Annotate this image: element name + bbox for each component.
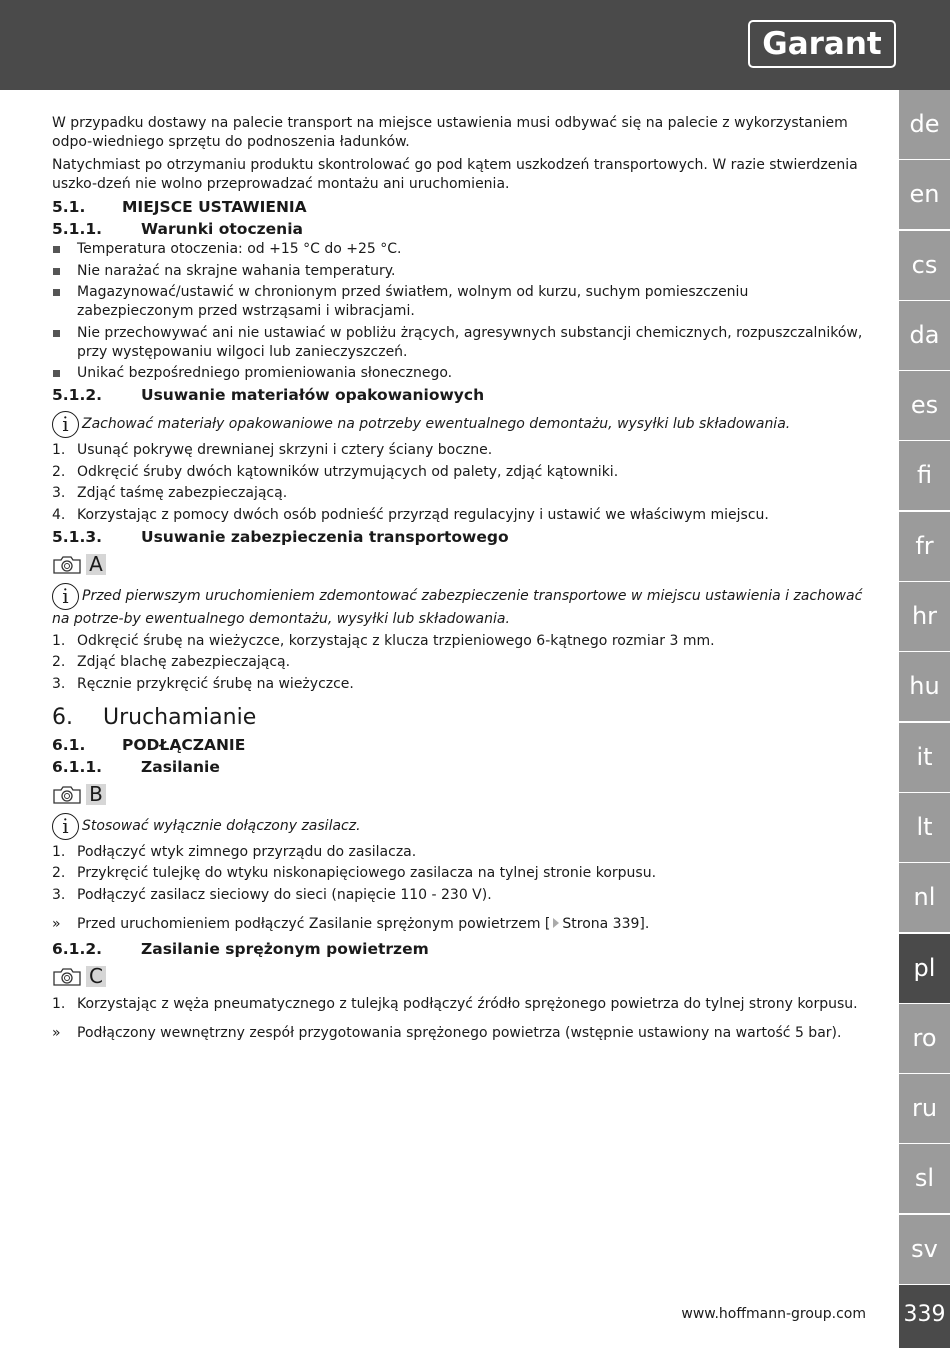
language-tab-nl[interactable]: nl: [899, 863, 950, 932]
info-note: [52, 411, 867, 438]
list-item-text: Odkręcić śruby dwóch kątowników utrzymujących od palety, zdjąć kątowniki.: [77, 463, 619, 480]
page-link[interactable]: Strona 339: [562, 915, 640, 932]
info-icon: i: [52, 583, 79, 610]
list-item: [52, 441, 867, 460]
language-tab-hr[interactable]: hr: [899, 582, 950, 651]
result-marker: »: [52, 1024, 61, 1041]
list-item-text: Podłączyć zasilacz sieciowy do sieci (napięcie 110 - 230 V).: [77, 886, 492, 903]
subsection-title: Warunki otoczenia: [141, 220, 303, 238]
step-number: 2.: [52, 865, 66, 881]
figure-reference: [52, 553, 867, 577]
chapter-heading: [52, 704, 867, 732]
language-tab-pl[interactable]: pl: [899, 934, 950, 1003]
subsection-title: Zasilanie sprężonym powietrzem: [141, 939, 429, 958]
chapter-number: 6.: [52, 704, 73, 730]
list-item-text: Zdjąć blachę zabezpieczającą.: [77, 654, 291, 670]
camera-icon: [52, 555, 82, 575]
numbered-list: [52, 843, 867, 905]
list-item-text: Ręcznie przykręcić śrubę na wieżyczce.: [77, 675, 354, 692]
language-tab-lt[interactable]: lt: [899, 793, 950, 862]
language-sidebar: [899, 90, 950, 1285]
bullet-square-icon: [53, 268, 60, 275]
list-item: [52, 364, 867, 383]
figure-reference: [52, 965, 867, 989]
list-item: [52, 886, 867, 905]
camera-icon: [52, 785, 82, 805]
result-text: [77, 915, 649, 934]
step-number: 1.: [52, 995, 66, 1012]
intro-paragraph: W przypadku dostawy na palecie transport na miejsce ustawienia musi odbywać się na palecie z wykorzystaniem odpo-wiedniego sprzętu do podnoszenia ładunków.: [52, 115, 848, 150]
bullet-square-icon: [53, 370, 60, 377]
subsection-heading: [52, 758, 867, 777]
language-tab-it[interactable]: it: [899, 723, 950, 792]
intro-paragraph: Natychmiast po otrzymaniu produktu skontrolować go pod kątem uszkodzeń transportowych. W razie stwierdzenia uszko-dzeń nie wolno przeprowadzać montażu ani uruchomienia.: [52, 157, 858, 192]
list-item-text: Przykręcić tulejkę do wtyku niskonapięciowego zasilacza na tylnej stronie korpusu.: [77, 865, 657, 881]
list-item: [52, 653, 867, 672]
subsection-heading: [52, 940, 867, 959]
info-note: [52, 583, 867, 629]
subsection-number: 5.1.1.: [52, 220, 103, 238]
language-tab-fr[interactable]: fr: [899, 512, 950, 581]
bullet-square-icon: [53, 246, 60, 253]
footer-url[interactable]: www.hoffmann-group.com: [681, 1306, 866, 1322]
info-note: [52, 813, 867, 840]
list-item: [52, 240, 867, 259]
list-item-text: Korzystając z węża pneumatycznego z tulejką podłączyć źródło sprężonego powietrza do tylnej strony korpusu.: [77, 995, 858, 1012]
result-note: [52, 1024, 867, 1043]
language-tab-de[interactable]: de: [899, 90, 950, 159]
bullet-square-icon: [53, 330, 60, 337]
language-tab-fi[interactable]: fi: [899, 441, 950, 510]
list-item: [52, 864, 867, 883]
page-header: [0, 0, 950, 90]
section-title: MIEJSCE USTAWIENIA: [122, 198, 307, 216]
subsection-number: 6.1.2.: [52, 939, 103, 958]
info-text: Zachować materiały opakowaniowe na potrzeby ewentualnego demontażu, wysyłki lub składowania.: [82, 416, 791, 432]
list-item: [52, 262, 867, 281]
section-number: 6.1.: [52, 735, 86, 754]
bullet-square-icon: [53, 289, 60, 296]
list-item: [52, 843, 867, 862]
list-item: [52, 463, 867, 482]
garant-logo: Garant: [748, 20, 896, 68]
info-icon: i: [52, 411, 79, 438]
step-number: 2.: [52, 463, 66, 480]
result-marker: »: [52, 915, 61, 932]
section-title: PODŁĄCZANIE: [122, 735, 246, 754]
result-text-after: ].: [639, 915, 650, 932]
list-item: [52, 484, 867, 503]
list-item: [52, 506, 867, 525]
list-item: [52, 324, 867, 362]
numbered-list: [52, 441, 867, 525]
list-item-text: Odkręcić śrubę na wieżyczce, korzystając z klucza trzpieniowego 6-kątnego rozmiar 3 mm.: [77, 632, 715, 649]
list-item-text: Magazynować/ustawić w chronionym przed światłem, wolnym od kurzu, suchym pomieszczeniu zabezpieczonym przed wstrząsami i wibracjami.: [77, 284, 749, 319]
language-tab-hu[interactable]: hu: [899, 652, 950, 721]
info-text: Stosować wyłącznie dołączony zasilacz.: [82, 817, 361, 834]
list-item-text: Korzystając z pomocy dwóch osób podnieść przyrząd regulacyjny i ustawić we właściwym miejscu.: [77, 506, 769, 523]
list-item: [52, 632, 867, 651]
subsection-title: Usuwanie zabezpieczenia transportowego: [141, 527, 509, 546]
figure-label[interactable]: B: [86, 784, 106, 805]
language-tab-da[interactable]: da: [899, 301, 950, 370]
language-tab-es[interactable]: es: [899, 371, 950, 440]
step-number: 4.: [52, 506, 66, 523]
language-tab-ru[interactable]: ru: [899, 1074, 950, 1143]
language-tab-ro[interactable]: ro: [899, 1004, 950, 1073]
document-body: [52, 114, 867, 1049]
chapter-title: Uruchamianie: [103, 704, 257, 730]
step-number: 1.: [52, 442, 66, 458]
subsection-heading: [52, 220, 867, 239]
list-item-text: Podłączyć wtyk zimnego przyrządu do zasilacza.: [77, 843, 417, 860]
list-item-text: Nie przechowywać ani nie ustawiać w pobliżu żrących, agresywnych substancji chemicznych, rozpuszczalników, przy występowaniu wilgoci lub zanieczyszczeń.: [77, 324, 863, 360]
list-item-text: Unikać bezpośredniego promieniowania słonecznego.: [77, 365, 453, 381]
result-text-before: Przed uruchomieniem podłączyć Zasilanie sprężonym powietrzem [: [77, 915, 551, 932]
figure-reference: [52, 783, 867, 807]
result-text: Podłączony wewnętrzny zespół przygotowania sprężonego powietrza (wstępnie ustawiony na wartość 5 bar).: [77, 1024, 842, 1041]
list-item-text: Zdjąć taśmę zabezpieczającą.: [77, 485, 288, 501]
step-number: 3.: [52, 675, 66, 692]
list-item-text: Nie narażać na skrajne wahania temperatury.: [77, 262, 396, 279]
subsection-title: Zasilanie: [141, 757, 220, 776]
language-tab-sv[interactable]: sv: [899, 1215, 950, 1284]
subsection-heading: [52, 386, 867, 405]
subsection-heading: [52, 528, 867, 547]
result-note: [52, 915, 867, 934]
camera-icon: [52, 967, 82, 987]
subsection-number: 5.1.3.: [52, 527, 103, 546]
step-number: 3.: [52, 485, 66, 501]
language-tab-sl[interactable]: sl: [899, 1144, 950, 1213]
figure-label[interactable]: C: [86, 966, 106, 987]
info-text: Przed pierwszym uruchomieniem zdemontować zabezpieczenie transportowe w miejscu ustawienia i zachować na potrze-by ewentualnego demontażu, wysyłki lub składowania.: [52, 587, 863, 627]
subsection-number: 6.1.1.: [52, 757, 103, 776]
info-icon: i: [52, 813, 79, 840]
subsection-number: 5.1.2.: [52, 386, 103, 404]
section-heading: [52, 736, 867, 755]
section-number: 5.1.: [52, 198, 86, 216]
language-tab-en[interactable]: en: [899, 160, 950, 229]
link-arrow-icon: [553, 918, 559, 928]
list-item-text: Temperatura otoczenia: od +15 °C do +25 °C.: [77, 241, 402, 257]
bullet-list: [52, 240, 867, 383]
step-number: 1.: [52, 632, 66, 649]
section-heading: [52, 198, 867, 217]
subsection-title: Usuwanie materiałów opakowaniowych: [141, 386, 485, 404]
step-number: 2.: [52, 654, 66, 670]
list-item: [52, 995, 867, 1014]
language-tab-cs[interactable]: cs: [899, 231, 950, 300]
page-number: 339: [899, 1285, 950, 1348]
numbered-list: [52, 995, 867, 1014]
numbered-list: [52, 632, 867, 694]
step-number: 1.: [52, 843, 66, 860]
figure-label[interactable]: A: [86, 554, 106, 575]
step-number: 3.: [52, 886, 66, 903]
list-item: [52, 283, 867, 321]
list-item-text: Usunąć pokrywę drewnianej skrzyni i cztery ściany boczne.: [77, 442, 493, 458]
list-item: [52, 675, 867, 694]
